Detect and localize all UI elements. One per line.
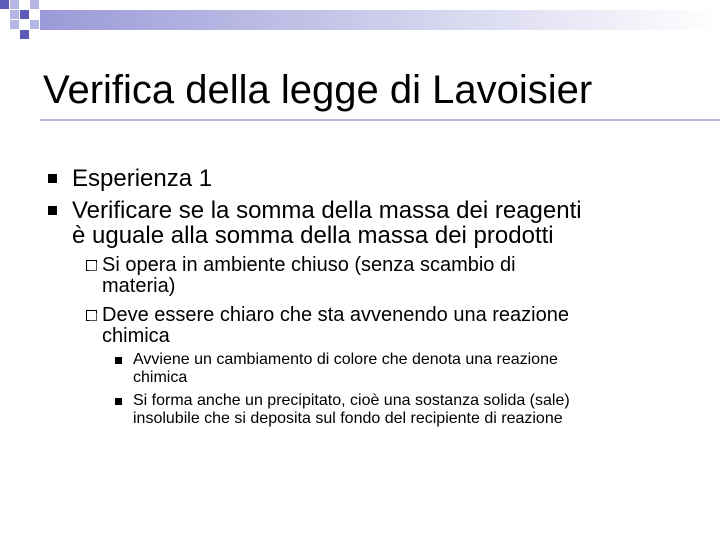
header-gradient-bar [40, 10, 720, 30]
checkbox-bullet-icon [86, 260, 97, 271]
square-bullet-icon [48, 174, 57, 183]
sub-bullet-line: chimica [102, 325, 170, 347]
bullet-line: Verificare se la somma della massa dei reagenti [72, 197, 582, 224]
sub-sub-bullet-line: chimica [133, 369, 188, 386]
title-divider [40, 119, 720, 121]
sub-sub-bullet-line: Avviene un cambiamento di colore che denota una reazione [133, 351, 558, 368]
deco-square [30, 0, 39, 9]
deco-square [10, 20, 19, 29]
deco-square [30, 20, 39, 29]
sub-sub-bullet-line: Si forma anche un precipitato, cioè una sostanza solida (sale) [133, 392, 570, 409]
bullet-line: Esperienza 1 [72, 165, 213, 192]
deco-square [20, 10, 29, 19]
square-bullet-icon [115, 398, 122, 405]
square-bullet-icon [48, 206, 57, 215]
deco-square [10, 0, 19, 9]
checkbox-bullet-icon [86, 310, 97, 321]
sub-sub-bullet-line: insolubile che si deposita sul fondo del recipiente di reazione [133, 410, 563, 427]
corner-decoration [0, 0, 720, 60]
deco-square [20, 30, 29, 39]
deco-square [10, 10, 19, 19]
slide-title: Verifica della legge di Lavoisier [43, 68, 593, 112]
sub-bullet-line: Si opera in ambiente chiuso (senza scambio di [102, 254, 516, 276]
bullet-line: è uguale alla somma della massa dei prodotti [72, 222, 554, 249]
deco-square [0, 0, 9, 9]
square-bullet-icon [115, 357, 122, 364]
sub-bullet-line: Deve essere chiaro che sta avvenendo una reazione [102, 304, 569, 326]
sub-bullet-line: materia) [102, 275, 176, 297]
